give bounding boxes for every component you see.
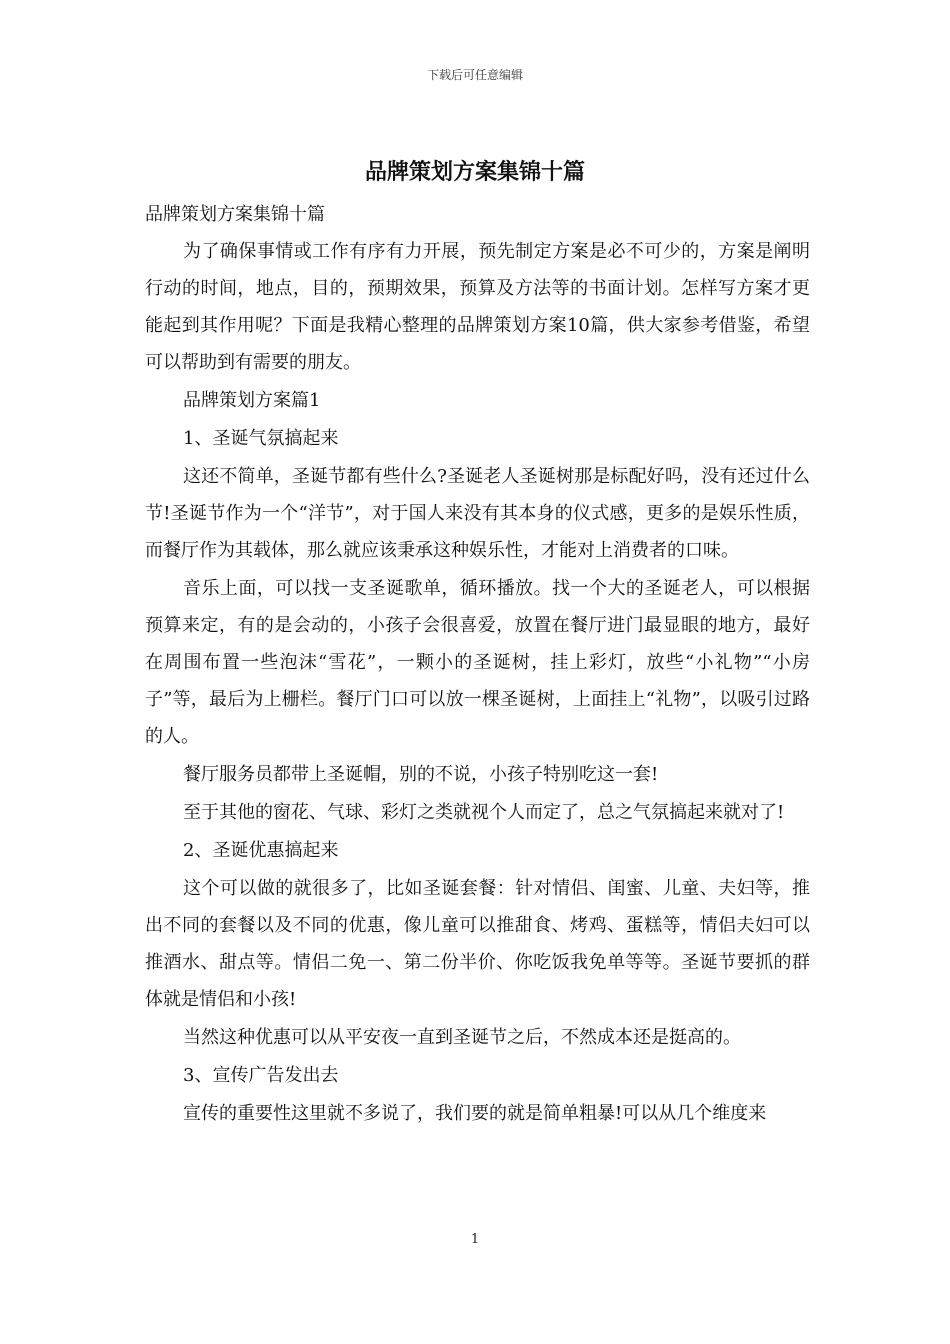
body-paragraph: 餐厅服务员都带上圣诞帽，别的不说，小孩子特别吃这一套!	[183, 764, 659, 785]
document-body	[145, 196, 810, 1132]
subsection-heading: 3、宣传广告发出去	[183, 1065, 339, 1086]
subtitle-paragraph: 品牌策划方案集锦十篇	[145, 204, 325, 225]
subsection-heading: 1、圣诞气氛搞起来	[183, 428, 339, 449]
page-number: 1	[470, 1232, 480, 1247]
document-title: 品牌策划方案集锦十篇	[364, 159, 585, 185]
body-paragraph: 这还不简单，圣诞节都有些什么?圣诞老人圣诞树那是标配好吗，没有还过什么节!圣诞节作为一个“洋节”，对于国人来没有其本身的仪式感，更多的是娱乐性质，而餐厅作为其载体，那么就应该秉承这种娱乐性，才能对上消费者的口味。	[145, 466, 810, 561]
body-paragraph: 音乐上面，可以找一支圣诞歌单，循环播放。找一个大的圣诞老人，可以根据预算来定，有的是会动的，小孩子会很喜爱，放置在餐厅进门最显眼的地方，最好在周围布置一些泡沫“雪花”，一颗小的圣诞树，挂上彩灯，放些“小礼物”“小房子”等，最后为上栅栏。餐厅门口可以放一棵圣诞树，上面挂上“礼物”，以吸引过路的人。	[145, 578, 810, 747]
body-paragraph: 宣传的重要性这里就不多说了，我们要的就是简单粗暴!可以从几个维度来	[183, 1103, 767, 1124]
body-paragraph: 至于其他的窗花、气球、彩灯之类就视个人而定了，总之气氛搞起来就对了!	[183, 802, 785, 823]
section-heading: 品牌策划方案篇1	[183, 390, 321, 411]
subsection-heading: 2、圣诞优惠搞起来	[183, 840, 339, 861]
intro-paragraph: 为了确保事情或工作有序有力开展，预先制定方案是必不可少的，方案是阐明行动的时间，地点，目的，预期效果，预算及方法等的书面计划。怎样写方案才更能起到其作用呢？下面是我精心整理的品牌策划方案10篇，供大家参考借鉴，希望可以帮助到有需要的朋友。	[145, 241, 810, 373]
body-paragraph: 这个可以做的就很多了，比如圣诞套餐：针对情侣、闺蜜、儿童、夫妇等，推出不同的套餐以及不同的优惠，像儿童可以推甜食、烤鸡、蛋糕等，情侣夫妇可以推酒水、甜点等。情侣二免一、第二份半价、你吃饭我免单等等。圣诞节要抓的群体就是情侣和小孩!	[145, 878, 810, 1010]
header-note: 下载后可任意编辑	[426, 68, 523, 82]
body-paragraph: 当然这种优惠可以从平安夜一直到圣诞节之后，不然成本还是挺高的。	[183, 1027, 741, 1048]
